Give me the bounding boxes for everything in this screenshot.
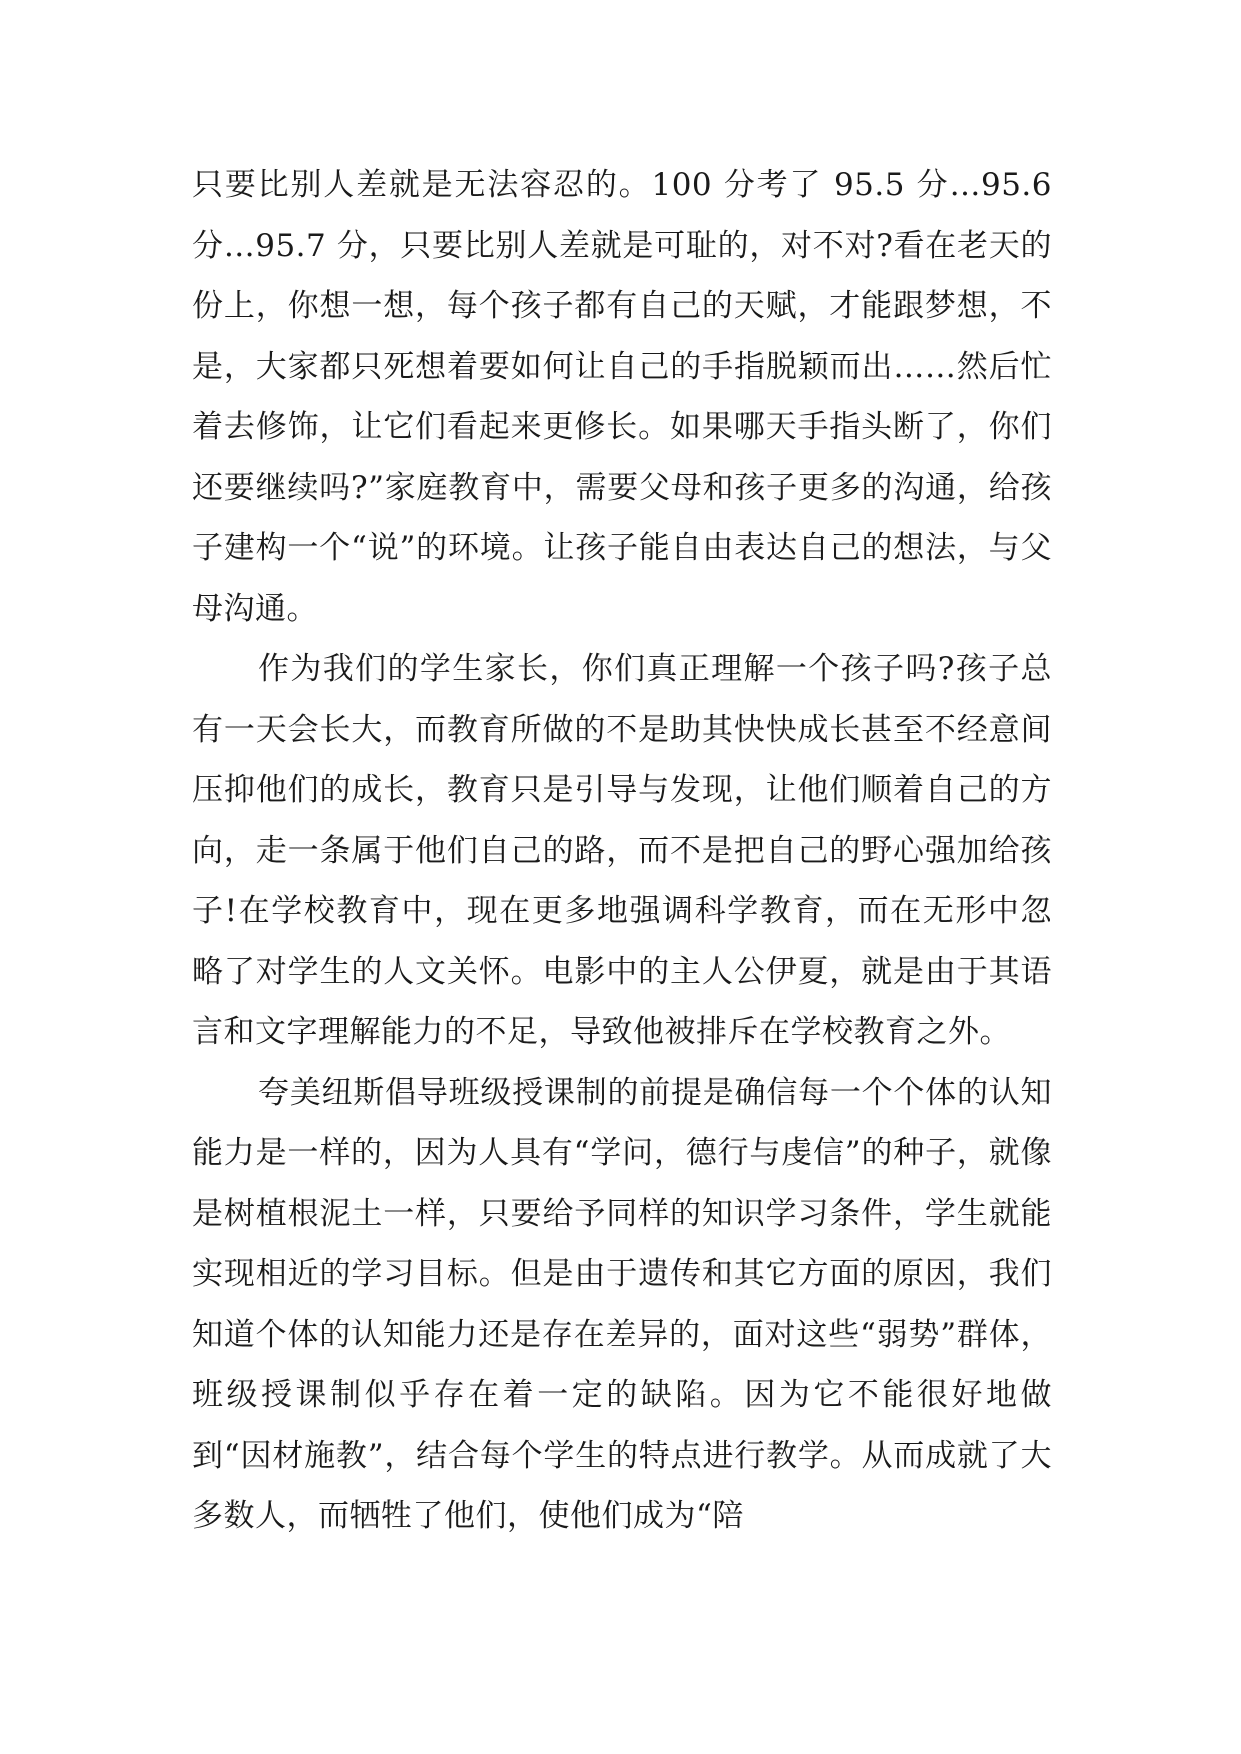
body-text: [192, 155, 1052, 1547]
paragraph-comenius: 夸美纽斯倡导班级授课制的前提是确信每一个个体的认知能力是一样的，因为人具有“学问，德行与虔信”的种子，就像是树植根泥土一样，只要给予同样的知识学习条件，学生就能实现相近的学习目标。但是由于遗传和其它方面的原因，我们知道个体的认知能力还是存在差异的，面对这些“弱势”群体，班级授课制似乎存在着一定的缺陷。因为它不能很好地做到“因材施教”，结合每个学生的特点进行教学。从而成就了大多数人，而牺牲了他们，使他们成为“陪: [192, 1074, 1052, 1534]
paragraph-continuation: 只要比别人差就是无法容忍的。100 分考了 95.5 分…95.6 分…95.7 分，只要比别人差就是可耻的，对不对?看在老天的份上，你想一想，每个孩子都有自己的天赋，才能跟梦想，不是，大家都只死想着要如何让自己的手指脱颖而出……然后忙着去修饰，让它们看起来更修长。如果哪天手指头断了，你们还要继续吗?”家庭教育中，需要父母和孩子更多的沟通，给孩子建构一个“说”的环境。让孩子能自由表达自己的想法，与父母沟通。: [192, 167, 1052, 627]
paragraph-parents: 作为我们的学生家长，你们真正理解一个孩子吗?孩子总有一天会长大，而教育所做的不是助其快快成长甚至不经意间压抑他们的成长，教育只是引导与发现，让他们顺着自己的方向，走一条属于他们自己的路，而不是把自己的野心强加给孩子!在学校教育中，现在更多地强调科学教育，而在无形中忽略了对学生的人文关怀。电影中的主人公伊夏，就是由于其语言和文字理解能力的不足，导致他被排斥在学校教育之外。: [192, 651, 1052, 1050]
